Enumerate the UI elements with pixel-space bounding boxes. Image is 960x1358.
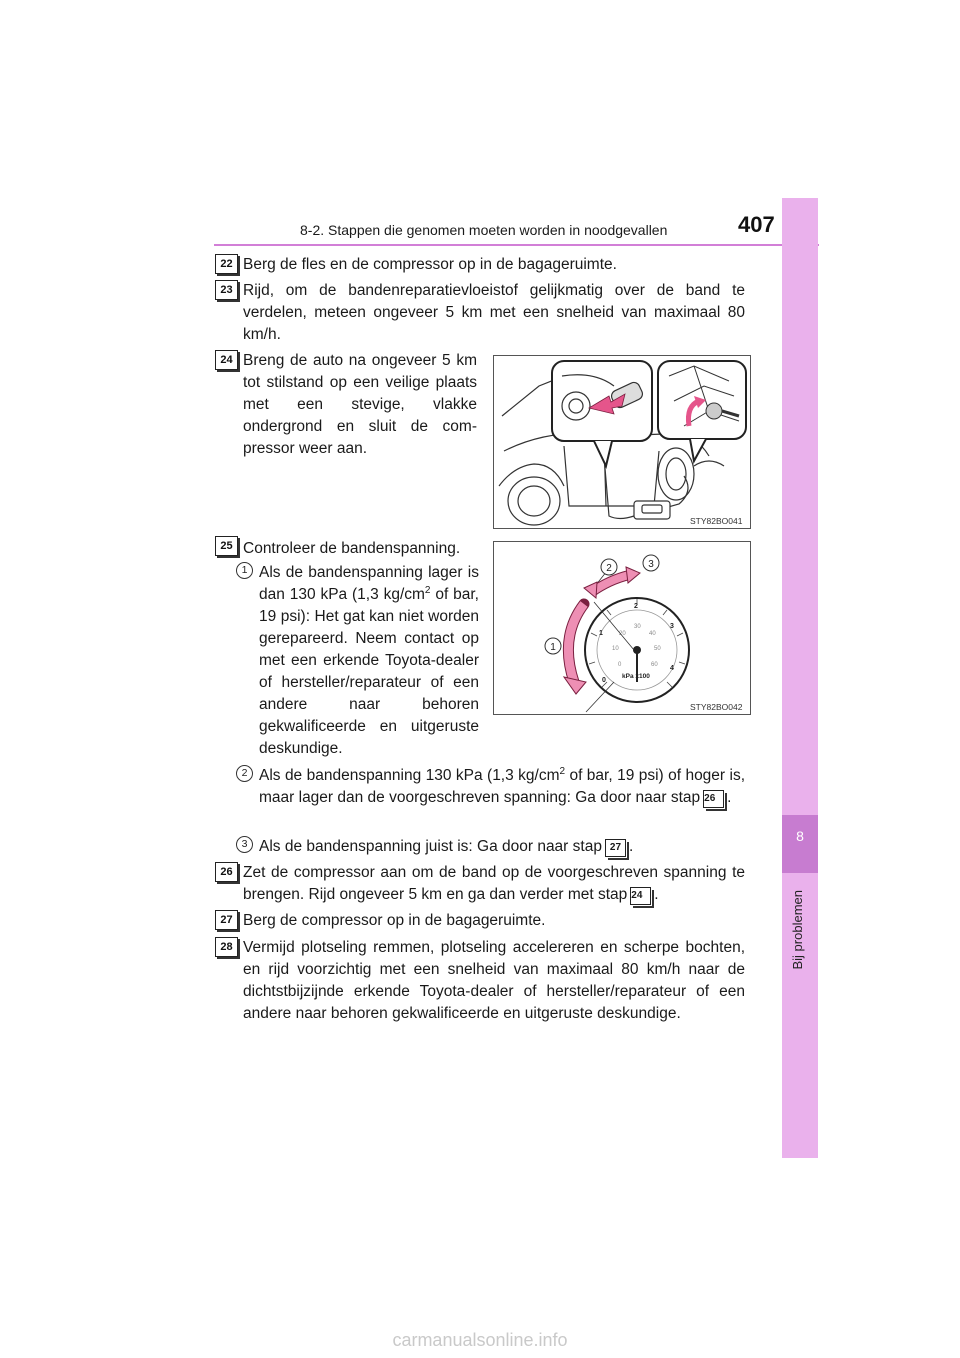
callout-3: 3 [648, 559, 654, 570]
gauge-unit: kPa x100 [622, 673, 650, 680]
gauge-inner-tick: 10 [612, 646, 619, 652]
item-marker-1: 1 [236, 562, 253, 579]
figure-code: STY82BO041 [690, 516, 743, 526]
step-28-text: Vermijd plotseling remmen, plotseling accelereren en scherpe bochten, en rijd voorzichtig met een snelheid van maximaal 80 km/h naar de dichtstbijzijnde erkende Toyota-dealer of hersteller/reparateur of een andere naar behoren gekwalificeerde en uitgeruste deskundige. [243, 939, 745, 1022]
car-compressor-illustration [494, 356, 750, 528]
step-badge-25: 25 [215, 536, 238, 556]
watermark: carmanualsonline.info [392, 1330, 568, 1350]
gauge-inner-tick: 40 [649, 631, 656, 637]
step-25-text: Controleer de bandenspanning. [243, 540, 461, 557]
gauge-outer-tick: 4 [670, 665, 674, 672]
compressor-figure [493, 355, 751, 529]
gauge-inner-tick: 0 [618, 662, 622, 668]
step-25-item-1: Als de bandenspanning lager is dan 130 kPa (1,3 $kg/cm^2$ of bar, 19 psi): Het gat kan niet worden gerepareerd. Neem contact op met een erkende Toyota-dealer of hersteller/reparateur of een andere naar behoren gekwalificeerde en uitgeruste deskundige. [259, 564, 479, 757]
step-badge-28: 28 [215, 937, 238, 957]
step-24-text: Breng de auto na ongeveer 5 km tot stilstand op een veilige plaats met een stevige, vlakke ondergrond en sluit de compressor weer aan. [243, 352, 477, 457]
step-badge-22: 22 [215, 254, 238, 274]
step-22-text: Berg de fles en de compressor op in de bagageruimte. [243, 256, 617, 273]
callout-2: 2 [606, 563, 612, 574]
step-26-text: Zet de compressor aan om de band op de voorgeschreven spanning te brengen. Rijd ongeveer 5 km en ga dan verder met stap 24 . [243, 864, 745, 903]
step-badge-27: 27 [215, 910, 238, 930]
gauge-outer-tick: 2 [634, 603, 638, 610]
step-badge-26: 26 [215, 862, 238, 882]
item-marker-2: 2 [236, 765, 253, 782]
chapter-number-block [782, 815, 818, 873]
gauge-inner-tick: 50 [654, 646, 661, 652]
item-marker-3: 3 [236, 836, 253, 853]
gauge-outer-tick: 3 [670, 623, 674, 630]
pressure-gauge-figure [493, 541, 751, 715]
page-number: 407 [738, 212, 775, 237]
step-25-item-3: Als de bandenspanning juist is: Ga door naar stap 27 . [259, 838, 634, 855]
figure-code: STY82BO042 [690, 702, 743, 712]
step-ref-27[interactable]: 27 [605, 839, 626, 857]
header-rule [214, 244, 819, 246]
gauge-inner-tick: 60 [651, 662, 658, 668]
step-25-item-2: Als de bandenspanning 130 kPa (1,3 $kg/cm^2$ of bar, 19 psi) of hoger is, maar lager dan de voorgeschreven spanning: Ga door naar stap 26 . [259, 765, 745, 806]
gauge-inner-tick: 20 [619, 631, 626, 637]
chapter-number: 8 [796, 828, 804, 844]
chapter-label: Bij problemen [790, 890, 805, 970]
step-badge-24: 24 [215, 350, 238, 370]
step-badge-23: 23 [215, 280, 238, 300]
gauge-inner-tick: 30 [634, 624, 641, 630]
step-ref-26[interactable]: 26 [703, 790, 724, 808]
step-23-text: Rijd, om de bandenreparatievloeistof gelijkmatig over de band te verdelen, meteen ongeveer 5 km met een snelheid van maximaal 80 km/h. [243, 282, 745, 343]
step-27-text: Berg de compressor op in de bagageruimte. [243, 912, 546, 929]
gauge-outer-tick: 1 [599, 630, 603, 637]
chapter-side-tab [782, 198, 818, 1158]
gauge-outer-tick: 0 [602, 677, 606, 684]
callout-1: 1 [550, 642, 556, 653]
section-title: 8-2. Stappen die genomen moeten worden in noodgevallen [300, 222, 668, 238]
pressure-gauge-illustration [494, 542, 750, 714]
step-ref-24[interactable]: 24 [630, 887, 651, 905]
